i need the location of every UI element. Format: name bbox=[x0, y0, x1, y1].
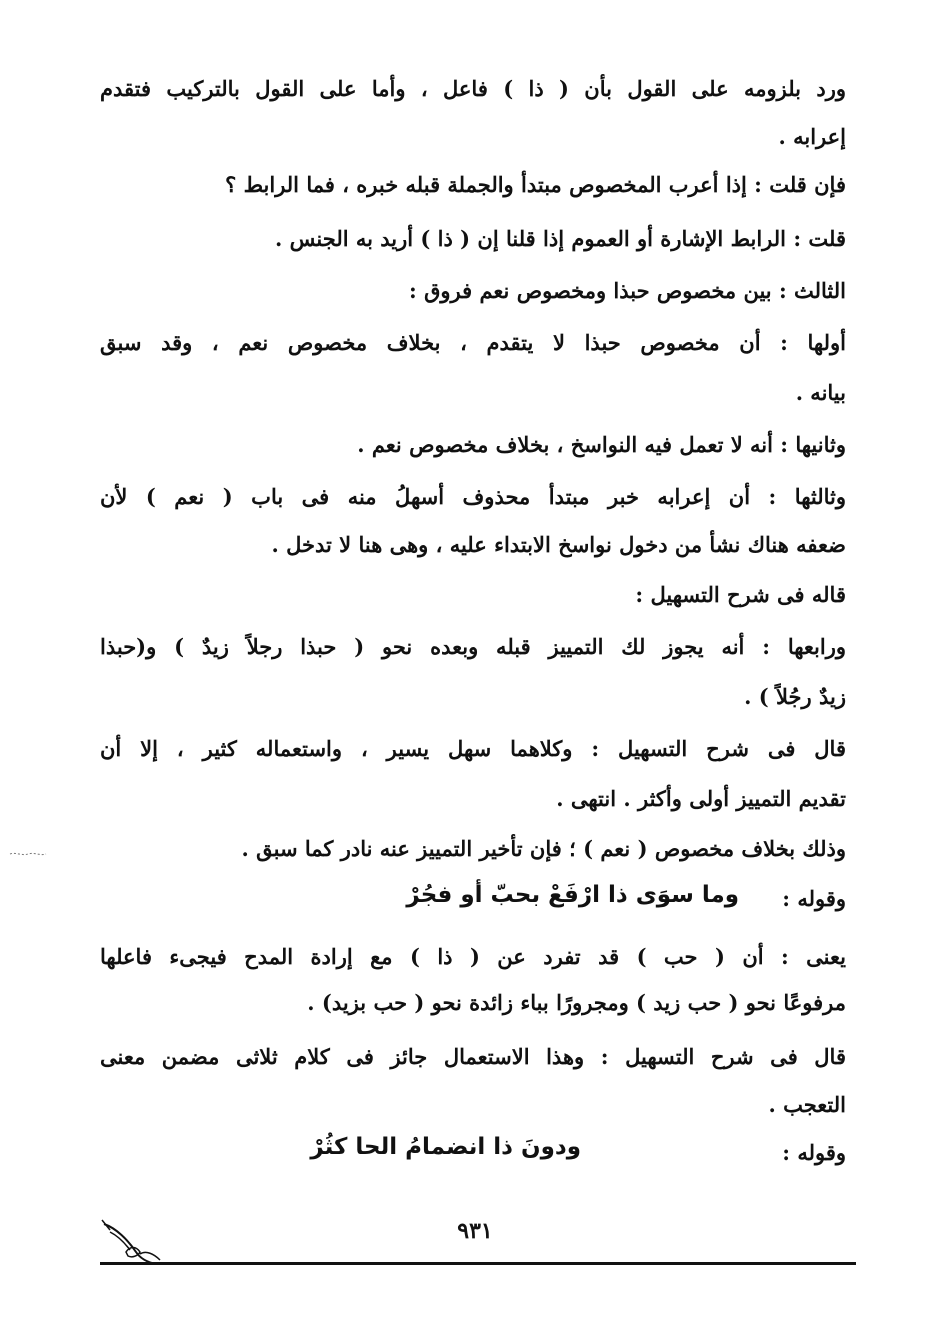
text-line: الثالث : بين مخصوص حبذا ومخصوص نعم فروق : bbox=[409, 278, 846, 303]
quill-icon bbox=[100, 1210, 170, 1270]
text-line: إعرابه . bbox=[778, 124, 846, 149]
text-line: يعنى : أن ( حب ) قد تفرد عن ( ذا ) مع إرادة المدح فيجىء فاعلها bbox=[100, 944, 846, 969]
text-line: فإن قلت : إذا أعرب المخصوص مبتدأ والجملة قبله خبره ، فما الرابط ؟ bbox=[225, 172, 846, 197]
text-line: قال فى شرح التسهيل : وهذا الاستعمال جائز فى كلام ثلاثى مضمن معنى bbox=[100, 1044, 846, 1069]
verse-label: وقوله : bbox=[782, 1140, 846, 1165]
text-line: أولها : أن مخصوص حبذا لا يتقدم ، بخلاف مخصوص نعم ، وقد سبق bbox=[100, 330, 846, 355]
verse-text: وما سوَى ذا ارْفَعْ بحبّ أو فجُرْ bbox=[406, 882, 739, 908]
text-line: قاله فى شرح التسهيل : bbox=[635, 582, 846, 607]
footer-rule bbox=[100, 1262, 856, 1265]
text-line: ورد بلزومه على القول بأن ( ذا ) فاعل ، وأما على القول بالتركيب فتقدم bbox=[100, 76, 846, 101]
verse-label: وقوله : bbox=[782, 886, 846, 911]
text-line: قلت : الرابط الإشارة أو العموم إذا قلنا إن ( ذا ) أريد به الجنس . bbox=[275, 226, 846, 251]
text-line: وثانيها : أنه لا تعمل فيه النواسخ ، بخلاف مخصوص نعم . bbox=[357, 432, 846, 457]
text-line: ورابعها : أنه يجوز لك التمييز قبله وبعده نحو ( حبذا رجلاً زيدٌ ) و(حبذا bbox=[100, 634, 846, 659]
verse-text: ودونَ ذا انضمامُ الحا كثُرْ bbox=[310, 1134, 581, 1160]
page-number: ٩٣١ bbox=[457, 1218, 493, 1244]
text-line: التعجب . bbox=[768, 1092, 846, 1117]
text-line: مرفوعًا نحو ( حب زيد ) ومجرورًا بباء زائدة نحو ( حب بزيد) . bbox=[307, 990, 846, 1015]
text-line: بيانه . bbox=[795, 380, 846, 405]
margin-scratch-mark bbox=[8, 848, 48, 860]
text-line: تقديم التمييز أولى وأكثر . انتهى . bbox=[556, 786, 846, 811]
text-line: زيدٌ رجُلاً ) . bbox=[744, 684, 846, 709]
text-line: وثالثها : أن إعرابه خبر مبتدأ محذوف أسهلُ منه فى باب ( نعم ) لأن bbox=[100, 484, 846, 509]
text-line: ضعفه هناك نشأ من دخول نواسخ الابتداء عليه ، وهى هنا لا تدخل . bbox=[271, 532, 846, 557]
text-line: وذلك بخلاف مخصوص ( نعم ) ؛ فإن تأخير التمييز عنه نادر كما سبق . bbox=[241, 836, 846, 861]
text-line: قال فى شرح التسهيل : وكلاهما سهل يسير ، واستعماله كثير ، إلا أن bbox=[100, 736, 846, 761]
